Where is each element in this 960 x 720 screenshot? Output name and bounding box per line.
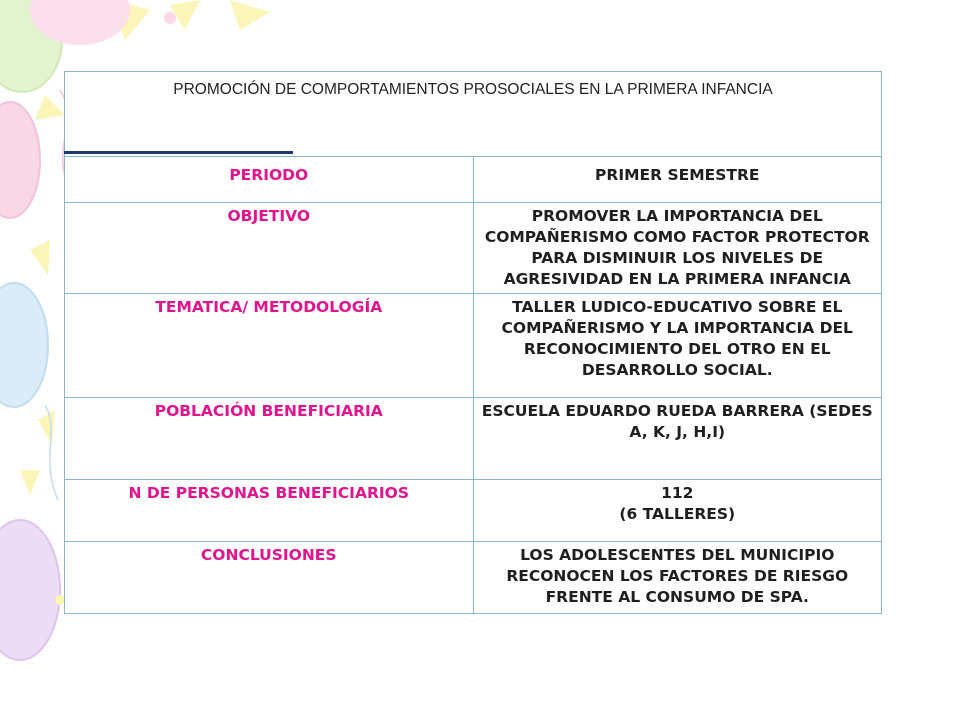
- row-value-conclusiones: LOS ADOLESCENTES DEL MUNICIPIO RECONOCEN LOS FACTORES DE RIESGO FRENTE AL CONSUMO DE SPA.: [473, 542, 882, 614]
- balloon-purple-left: [0, 520, 60, 660]
- row-label-objetivo: OBJETIVO: [65, 203, 474, 294]
- row-value-personas: [473, 480, 882, 542]
- header-accent-bar: [64, 151, 293, 154]
- row-value-objetivo: PROMOVER LA IMPORTANCIA DEL COMPAÑERISMO COMO FACTOR PROTECTOR PARA DISMINUIR LOS NIVELES DE AGRESIVIDAD EN LA PRIMERA INFANCIA: [473, 203, 882, 294]
- row-value-tematica: TALLER LUDICO-EDUCATIVO SOBRE EL COMPAÑERISMO Y LA IMPORTANCIA DEL RECONOCIMIENTO DEL OTRO EN EL DESARROLLO SOCIAL.: [473, 294, 882, 398]
- balloon-pink-left: [0, 102, 40, 218]
- table-title: PROMOCIÓN DE COMPORTAMIENTOS PROSOCIALES EN LA PRIMERA INFANCIA: [65, 72, 882, 157]
- row-label-periodo: PERIODO: [65, 157, 474, 203]
- row-value-poblacion: ESCUELA EDUARDO RUEDA BARRERA (SEDES A, K, J, H,I): [473, 398, 882, 480]
- personas-count: 112: [661, 484, 694, 502]
- row-label-poblacion: POBLACIÓN BENEFICIARIA: [65, 398, 474, 480]
- personas-talleres: (6 TALLERES): [619, 505, 736, 523]
- row-label-personas: N DE PERSONAS BENEFICIARIOS: [65, 480, 474, 542]
- row-label-tematica: TEMATICA/ METODOLOGÍA: [65, 294, 474, 398]
- row-label-conclusiones: CONCLUSIONES: [65, 542, 474, 614]
- row-value-periodo: PRIMER SEMESTRE: [473, 157, 882, 203]
- balloon-blue-left: [0, 283, 48, 407]
